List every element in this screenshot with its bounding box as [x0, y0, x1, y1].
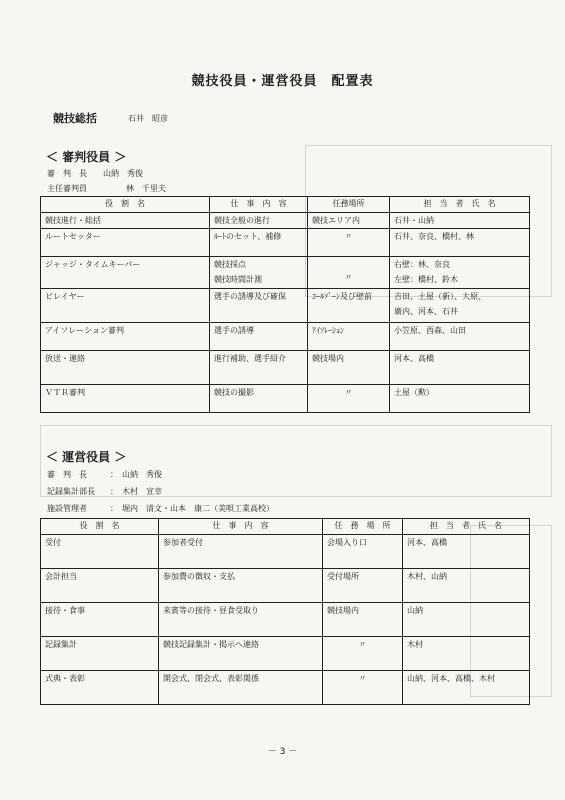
column-header: 任務場所 — [308, 197, 390, 213]
judge-official-name: 山納 秀俊 — [103, 169, 143, 178]
role-cell: 式典・表彰 — [41, 671, 159, 705]
judges-heading: ＜ 審判役員 ＞ — [46, 150, 127, 164]
place-cell: 〃 — [323, 671, 403, 705]
staff-cell: 石井・山納 — [390, 213, 530, 229]
place-cell: 〃 — [323, 637, 403, 671]
ops-official-name: ： 堀内 清文・山本 康二（美唄工業高校） — [110, 504, 274, 513]
staff-cell — [390, 257, 530, 289]
duties-line: 競技採点 — [214, 260, 246, 269]
place-cell: 競技場内 — [323, 603, 403, 637]
staff-cell: 土屋（勲） — [390, 385, 530, 413]
place-cell: 競技場内 — [308, 351, 390, 385]
staff-cell: 河本、高橋 — [403, 535, 530, 569]
column-header: 担 当 者 氏 名 — [403, 519, 530, 535]
table-row — [41, 289, 530, 323]
role-cell: ＶＴＲ審判 — [41, 385, 210, 413]
role-cell: 接待・食事 — [41, 603, 159, 637]
staff-line: 右壁：林、奈良 — [394, 260, 450, 269]
table-row — [41, 213, 530, 229]
duties-cell: 参加者受付 — [159, 535, 323, 569]
duties-cell: 開会式、閉会式、表彰関係 — [159, 671, 323, 705]
ops-official-label: 審 判 長 — [47, 470, 87, 479]
table-row — [41, 671, 530, 705]
duties-cell: 来賓等の接待・昼食受取り — [159, 603, 323, 637]
column-header: 仕 事 内 容 — [159, 519, 323, 535]
judge-official-label: 主任審判員 — [47, 184, 87, 193]
place-cell: 〃 — [308, 385, 390, 413]
table-row — [41, 351, 530, 385]
duties-cell — [210, 257, 308, 289]
role-cell: ジャッジ・タイムキーパー — [41, 257, 210, 289]
ops-heading: ＜ 運営役員 ＞ — [46, 450, 127, 464]
column-header: 仕 事 内 容 — [210, 197, 308, 213]
page-number: － 3 － — [267, 747, 298, 757]
table-row — [41, 323, 530, 351]
column-header: 役 割 名 — [41, 197, 210, 213]
table-row — [41, 229, 530, 257]
staff-cell: 木村、山納 — [403, 569, 530, 603]
role-cell: 会計担当 — [41, 569, 159, 603]
place-cell: ｱｲｿﾚｰｼｮﾝ — [308, 323, 390, 351]
staff-cell: 山納 — [403, 603, 530, 637]
duties-cell: 競技記録集計・掲示へ連絡 — [159, 637, 323, 671]
place-cell: 競技エリア内 — [308, 213, 390, 229]
place-line: 〃 — [344, 273, 353, 282]
table-row — [41, 535, 530, 569]
place-cell: 〃 — [308, 229, 390, 257]
role-cell: アイソレーション審判 — [41, 323, 210, 351]
ops-official-name: ： 木村 宣幸 — [110, 487, 162, 496]
staff-cell: 小笠原、西森、山田 — [390, 323, 530, 351]
judges-table — [40, 196, 530, 413]
staff-cell — [390, 289, 530, 323]
place-cell: 会場入り口 — [323, 535, 403, 569]
duties-cell: 選手の誘導及び確保 — [210, 289, 308, 323]
column-header: 役 割 名 — [41, 519, 159, 535]
place-cell — [308, 257, 390, 289]
role-cell: 放送・連絡 — [41, 351, 210, 385]
role-cell: ルートセッター — [41, 229, 210, 257]
staff-line: 廣内、河本、石井 — [394, 307, 458, 316]
table-header-row — [41, 519, 530, 535]
table-row — [41, 385, 530, 413]
role-cell: ビレイヤー — [41, 289, 210, 323]
table-row — [41, 603, 530, 637]
table-row — [41, 257, 530, 289]
duties-cell: 進行補助、選手紹介 — [210, 351, 308, 385]
judge-official-label: 審 判 長 — [47, 169, 87, 178]
staff-line: 左壁：橋村、鈴木 — [394, 275, 458, 284]
place-line — [312, 259, 385, 268]
ops-official-name: ： 山納 秀俊 — [110, 470, 162, 479]
role-cell: 競技進行・総括 — [41, 213, 210, 229]
role-cell: 受付 — [41, 535, 159, 569]
duties-cell: 競技全般の進行 — [210, 213, 308, 229]
duties-cell: 参加費の徴収・支払 — [159, 569, 323, 603]
staff-cell: 木村 — [403, 637, 530, 671]
chief-label: 競技総括 — [53, 112, 97, 125]
table-row — [41, 569, 530, 603]
ops-official-label: 記録集計部長 — [47, 487, 95, 496]
table-header-row — [41, 197, 530, 213]
staff-cell: 石井、奈良、橋村、林 — [390, 229, 530, 257]
duties-cell: ﾙｰﾄのセット、補修 — [210, 229, 308, 257]
staff-cell: 河本、高橋 — [390, 351, 530, 385]
place-cell: ｺｰﾙｿﾞｰﾝ及び壁前 — [308, 289, 390, 323]
ops-official-label: 施設管理者 — [47, 504, 87, 513]
place-cell: 受付場所 — [323, 569, 403, 603]
duties-line: 競技時間計測 — [214, 275, 262, 284]
column-header: 担 当 者 氏 名 — [390, 197, 530, 213]
staff-line: 吉田、土屋（新）、大原、 — [394, 292, 486, 301]
judge-official-name: 林 千里夫 — [126, 184, 166, 193]
duties-cell: 競技の撮影 — [210, 385, 308, 413]
chief-name: 石井 昭彦 — [128, 114, 168, 123]
table-row — [41, 637, 530, 671]
role-cell: 記録集計 — [41, 637, 159, 671]
duties-cell: 選手の誘導 — [210, 323, 308, 351]
page-title: 競技役員・運営役員 配置表 — [191, 74, 374, 89]
ops-table — [40, 518, 530, 705]
staff-cell: 山納、河本、高橋、木村 — [403, 671, 530, 705]
column-header: 任 務 場 所 — [323, 519, 403, 535]
